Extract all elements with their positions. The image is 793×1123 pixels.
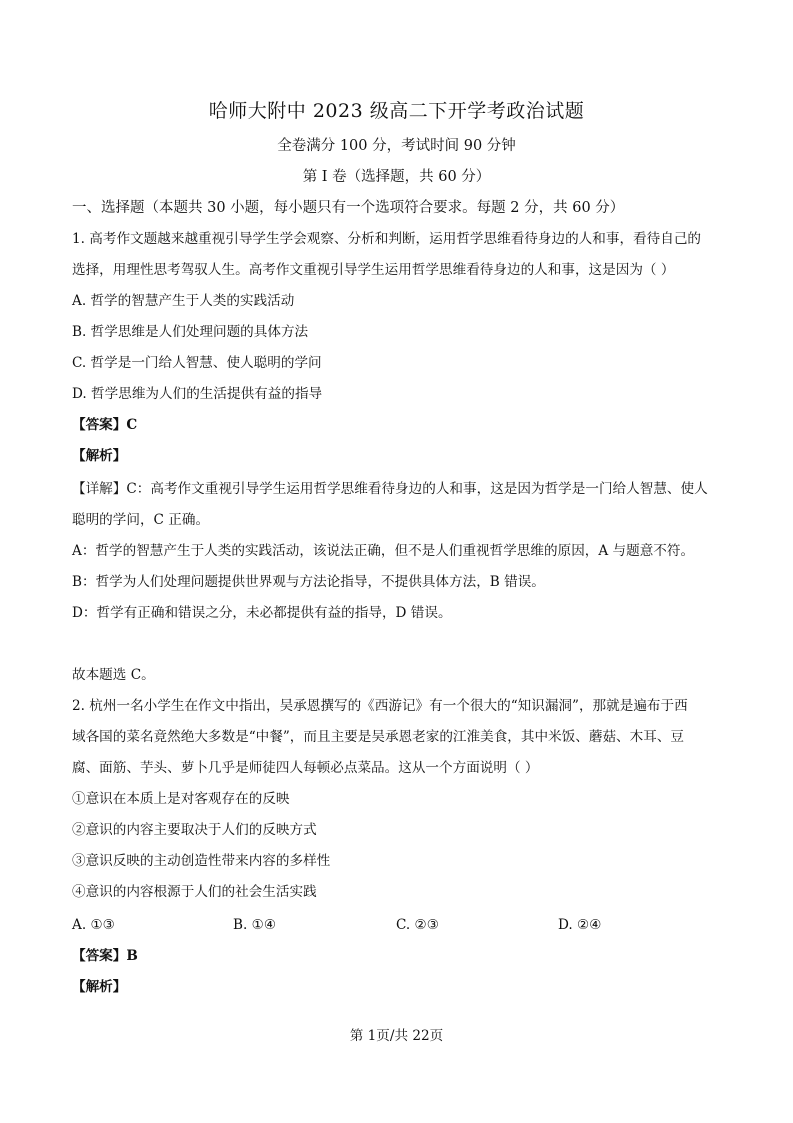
q2-item-3: ③意识反映的主动创造性带来内容的多样性: [72, 853, 331, 869]
q2-item-4: ④意识的内容根源于人们的社会生活实践: [72, 884, 317, 900]
q1-detail-line1: 【详解】C：高考作文重视引导学生运用哲学思维看待身边的人和事，这是因为哲学是一门给人智慧、使人: [72, 481, 708, 497]
q2-option-d: D. ②④: [558, 917, 602, 933]
q1-option-b: B. 哲学思维是人们处理问题的具体方法: [72, 324, 309, 340]
exam-subtitle: 全卷满分 100 分，考试时间 90 分钟: [277, 138, 516, 154]
q1-detail-d: D：哲学有正确和错误之分，未必都提供有益的指导，D 错误。: [72, 605, 452, 621]
q1-analysis-label: 【解析】: [72, 448, 127, 464]
q1-option-c: C. 哲学是一门给人智慧、使人聪明的学问: [72, 355, 322, 371]
q1-option-d: D. 哲学思维为人们的生活提供有益的指导: [72, 386, 323, 402]
q2-option-b: B. ①④: [233, 917, 277, 933]
q1-option-a: A. 哲学的智慧产生于人类的实践活动: [72, 293, 295, 309]
q1-detail-b: B：哲学为人们处理问题提供世界观与方法论指导，不提供具体方法，B 错误。: [72, 574, 545, 590]
page-footer: 第 1页/共 22页: [349, 1028, 444, 1044]
q2-stem-line2: 域各国的菜名竟然绝大多数是“中餐”，而且主要是吴承恩老家的江淮美食，其中米饭、蘑菇、木耳、豆: [72, 729, 685, 745]
section-heading: 第 I 卷（选择题，共 60 分）: [302, 169, 491, 185]
exam-title: 哈师大附中 2023 级高二下开学考政治试题: [208, 100, 585, 122]
q1-stem-line2: 选择，用理性思考驾驭人生。高考作文重视引导学生运用哲学思维看待身边的人和事，这是因为（ ）: [72, 262, 675, 278]
q2-stem-line3: 腐、面筋、芋头、萝卜几乎是师徒四人每顿必点菜品。这从一个方面说明（ ）: [72, 760, 539, 776]
q2-option-a: A. ①③: [72, 917, 115, 933]
q1-conclusion: 故本题选 C。: [72, 667, 155, 683]
q2-stem-line1: 2. 杭州一名小学生在作文中指出，吴承恩撰写的《西游记》有一个很大的“知识漏洞”，那就是遍布于西: [72, 698, 688, 714]
q1-detail-line2: 聪明的学问，C 正确。: [72, 512, 210, 528]
part-heading: 一、选择题（本题共 30 小题，每小题只有一个选项符合要求。每题 2 分，共 60 分）: [72, 200, 625, 216]
q2-option-c: C. ②③: [396, 917, 439, 933]
q1-answer: 【答案】C: [72, 417, 138, 433]
q2-answer: 【答案】B: [72, 948, 138, 964]
q1-detail-a: A：哲学的智慧产生于人类的实践活动，该说法正确，但不是人们重视哲学思维的原因，A 与题意不符。: [72, 543, 695, 559]
q2-analysis-label: 【解析】: [72, 979, 127, 995]
q2-item-1: ①意识在本质上是对客观存在的反映: [72, 791, 290, 807]
q2-item-2: ②意识的内容主要取决于人们的反映方式: [72, 822, 317, 838]
q1-stem-line1: 1. 高考作文题越来越重视引导学生学会观察、分析和判断，运用哲学思维看待身边的人和事，看待自己的: [72, 231, 702, 247]
